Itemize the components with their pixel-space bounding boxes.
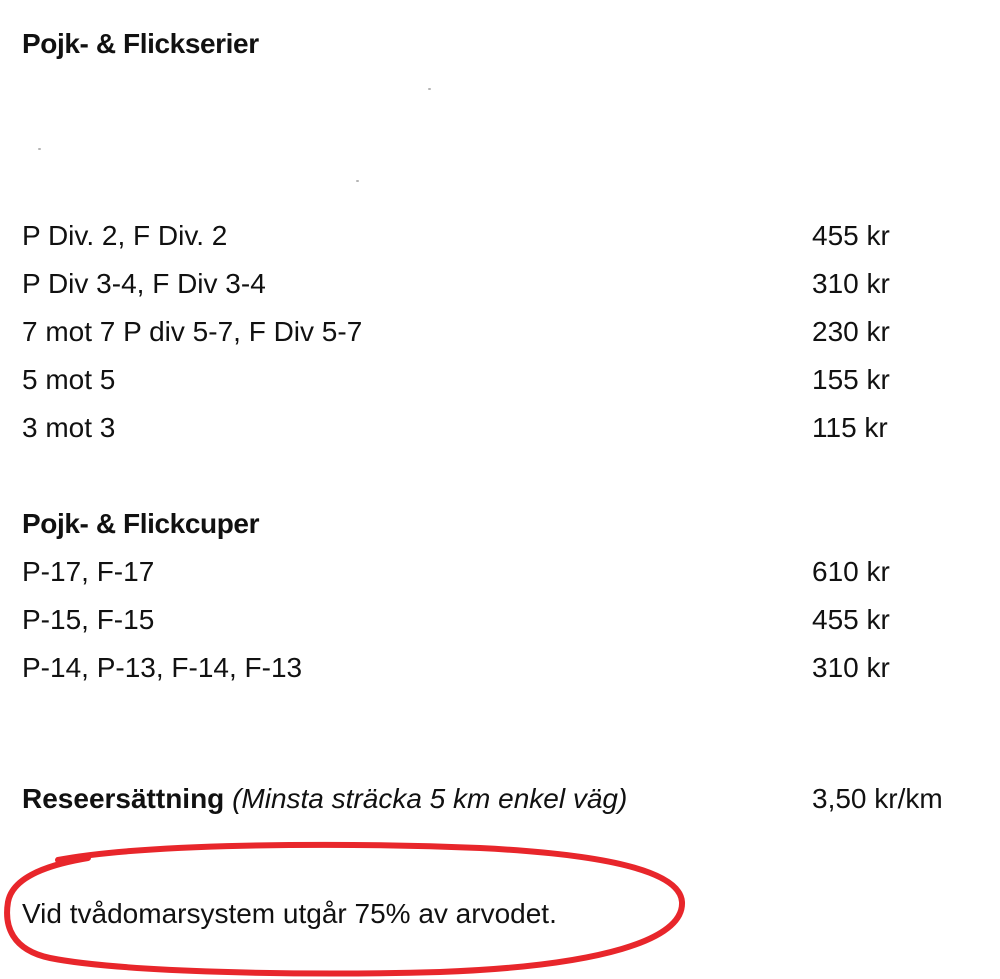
cup-row-14-13 — [22, 648, 982, 688]
series-row-label: 3 mot 3 — [22, 412, 116, 443]
series-row-label: 5 mot 5 — [22, 364, 116, 395]
series-row-label: 7 mot 7 P div 5-7, F Div 5-7 — [22, 316, 363, 347]
series-row-price: 230 kr — [812, 316, 890, 347]
two-referee-footnote: Vid tvådomarsystem utgår 75% av arvodet. — [22, 898, 557, 929]
cup-row-label: P-17, F-17 — [22, 556, 155, 587]
travel-allowance-title: Reseersättning — [22, 783, 225, 814]
cup-row-price: 310 kr — [812, 652, 890, 683]
travel-allowance-note: (Minsta sträcka 5 km enkel väg) — [232, 783, 628, 814]
series-row-div3-4 — [22, 264, 982, 304]
travel-allowance-price: 3,50 kr/km — [812, 783, 943, 814]
cup-row-label: P-15, F-15 — [22, 604, 155, 635]
travel-allowance-row — [22, 778, 982, 820]
cup-row-price: 455 kr — [812, 604, 890, 635]
cup-row-15 — [22, 600, 982, 640]
series-row-price: 155 kr — [812, 364, 890, 395]
series-heading: Pojk- & Flickserier — [22, 28, 259, 59]
series-row-label: P Div 3-4, F Div 3-4 — [22, 268, 266, 299]
series-row-5mot5 — [22, 360, 982, 400]
cup-row-label: P-14, P-13, F-14, F-13 — [22, 652, 303, 683]
scan-speck — [356, 180, 359, 182]
series-row-label: P Div. 2, F Div. 2 — [22, 220, 228, 251]
series-row-price: 115 kr — [812, 412, 888, 443]
cup-row-price: 610 kr — [812, 556, 890, 587]
red-highlight-circle — [0, 840, 700, 979]
series-row-7mot7 — [22, 312, 982, 352]
series-row-price: 455 kr — [812, 220, 890, 251]
scan-speck — [428, 88, 431, 90]
red-highlight-stroke — [7, 845, 682, 974]
cup-row-17 — [22, 552, 982, 592]
series-row-div2 — [22, 216, 982, 256]
scan-speck — [38, 148, 41, 150]
series-row-price: 310 kr — [812, 268, 890, 299]
cups-heading: Pojk- & Flickcuper — [22, 508, 260, 539]
series-row-3mot3 — [22, 408, 982, 448]
